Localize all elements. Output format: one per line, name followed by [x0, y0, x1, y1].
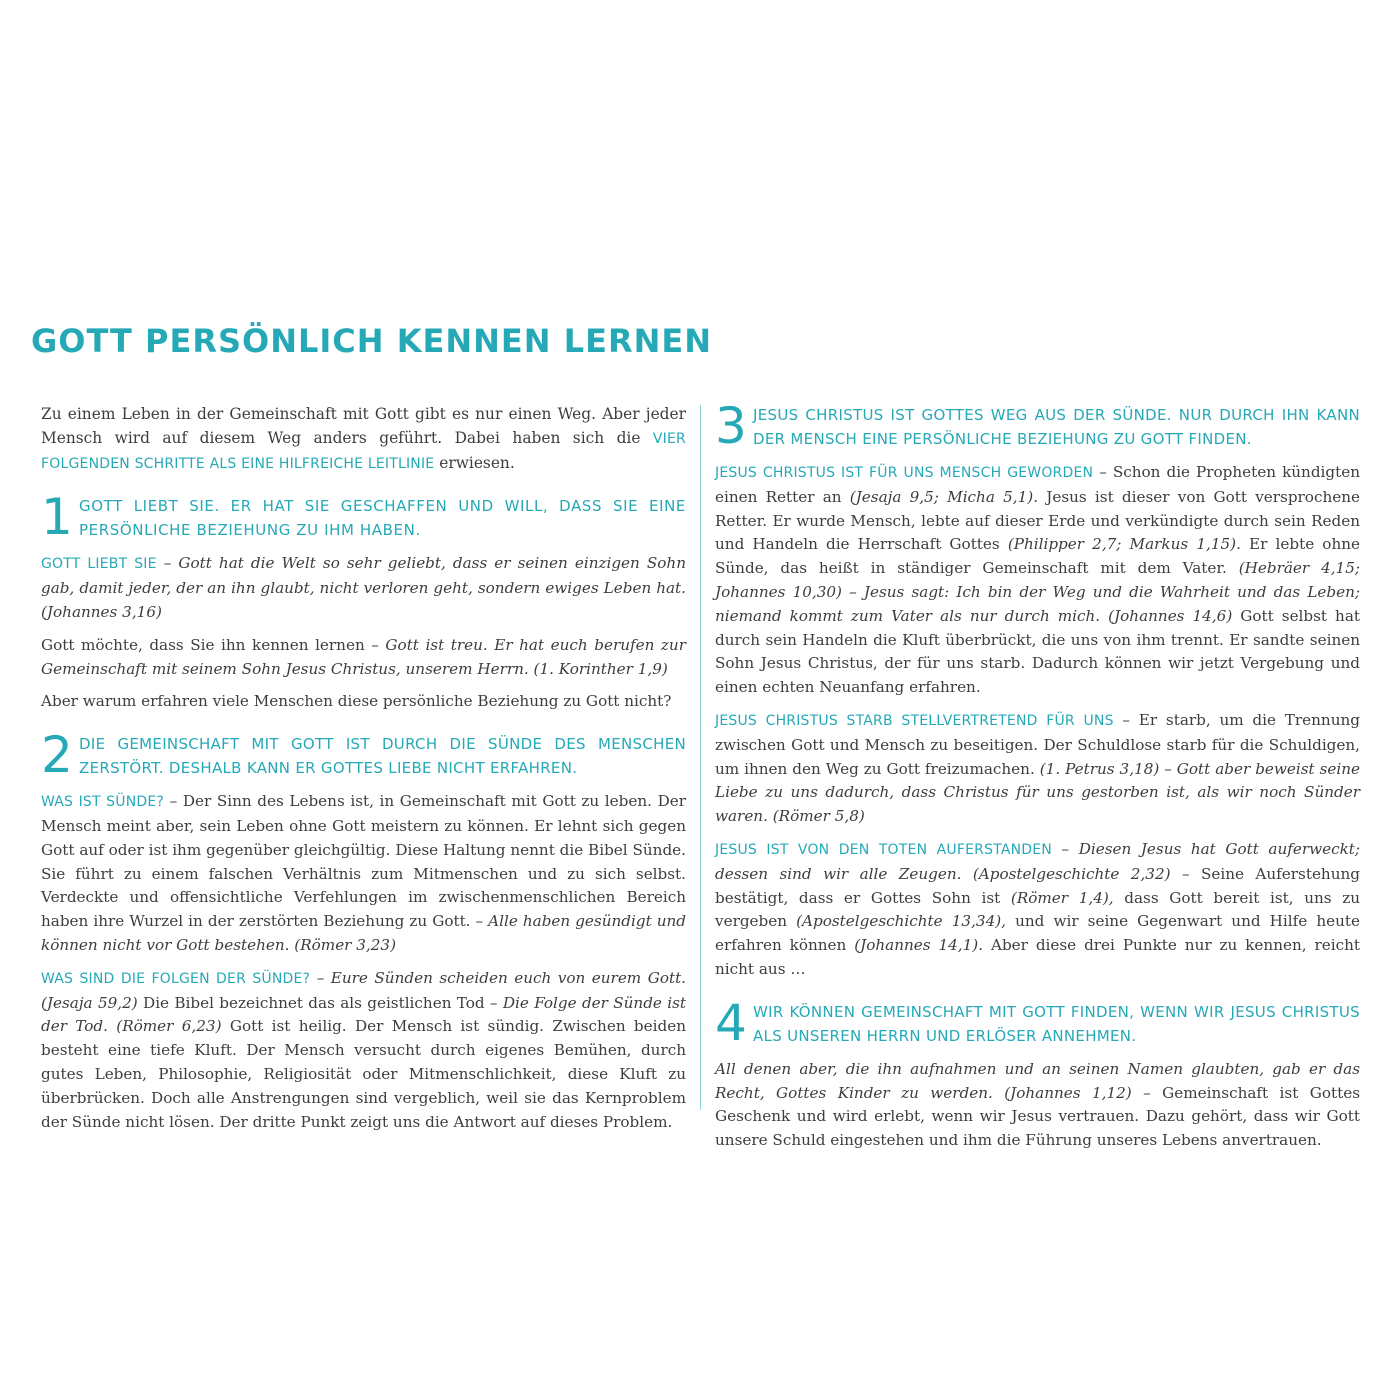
step-3-number: 3	[715, 397, 747, 455]
step-3-heading: JESUS CHRISTUS IST GOTTES WEG AUS DER SÜNDE. NUR DURCH IHN KANN DER MENSCH EINE PERSÖNLICHE BEZIEHUNG ZU GOTT FINDEN.	[753, 406, 1360, 448]
step-4-number: 4	[715, 993, 747, 1052]
step-3-label-1: JESUS CHRISTUS IST FÜR UNS MENSCH GEWORDEN	[715, 465, 1094, 481]
step-1-paragraph-3: Aber warum erfahren viele Menschen diese persönliche Beziehung zu Gott nicht?	[41, 692, 672, 711]
step-1-paragraph-1: GOTT LIEBT SIE – Gott hat die Welt so sehr geliebt, dass er seinen einzigen Sohn gab, damit jeder, der an ihn glaubt, nicht verloren geht, sondern ewiges Leben hat. (Johannes 3,16)	[41, 554, 686, 621]
step-3	[715, 397, 1360, 455]
step-2-label-2: WAS SIND DIE FOLGEN DER SÜNDE?	[41, 970, 311, 987]
step-2	[41, 726, 686, 785]
intro-highlight: VIER FOLGENDEN SCHRITTE ALS EINE HILFREICHE LEITLINIE	[41, 430, 686, 472]
step-3-label-2: JESUS CHRISTUS STARB STELLVERTRETEND FÜR UNS	[715, 712, 1114, 729]
step-1-number: 1	[41, 488, 73, 547]
left-column	[41, 403, 686, 1143]
step-4-heading: WIR KÖNNEN GEMEINSCHAFT MIT GOTT FINDEN, WENN WIR JESUS CHRISTUS ALS UNSEREN HERRN UND ERLÖSER ANNEHMEN.	[753, 1002, 1360, 1045]
step-3-paragraph-1: JESUS CHRISTUS IST FÜR UNS MENSCH GEWORDEN – Schon die Propheten kündigten einen Retter an (Jesaja 9,5; Micha 5,1). Jesus ist dieser von Gott versprochene Retter. Er wurde Mensch, lebte auf dieser Erde und verkündigte durch sein Reden und Handeln die Herrschaft Gottes (Philipper 2,7; Markus 1,15). Er lebte ohne Sünde, das heißt in ständiger Gemeinschaft mit dem Vater. (Hebräer 4,15; Johannes 10,30) – Jesus sagt: Ich bin der Weg und die Wahrheit und das Leben; niemand kommt zum Vater als nur durch mich. (Johannes 14,6) Gott selbst hat durch sein Handeln die Kluft überbrückt, die uns von ihm trennt. Er sandte seinen Sohn Jesus Christus, der für uns starb. Dadurch können wir jetzt Vergebung und einen echten Neuanfang erfahren.	[715, 463, 1361, 697]
step-3-paragraph-3: JESUS IST VON DEN TOTEN AUFERSTANDEN – Diesen Jesus hat Gott auferweckt; dessen sind wir alle Zeugen. (Apostelgeschichte 2,32) – Seine Auferstehung bestätigt, dass er Gottes Sohn ist (Römer 1,4), dass Gott bereit ist, uns zu vergeben (Apostelgeschichte 13,34), und wir seine Gegenwart und Hilfe heute erfahren können (Johannes 14,1). Aber diese drei Punkte nur zu kennen, reicht nicht aus …	[715, 839, 1361, 978]
step-1-heading: GOTT LIEBT SIE. ER HAT SIE GESCHAFFEN UND WILL, DASS SIE EINE PERSÖNLICHE BEZIEHUNG ZU IHM HABEN.	[79, 497, 686, 540]
step-3-paragraph-2: JESUS CHRISTUS STARB STELLVERTRETEND FÜR UNS – Er starb, um die Trennung zwischen Gott und Mensch zu beseitigen. Der Schuldlose starb für die Schuldigen, um ihnen den Weg zu Gott freizumachen. (1. Petrus 3,18) – Gott aber beweist seine Liebe zu uns dadurch, dass Christus für uns gestorben ist, als wir noch Sünder waren. (Römer 5,8)	[715, 710, 1361, 826]
step-1-label: GOTT LIEBT SIE	[41, 556, 157, 573]
step-4	[715, 993, 1360, 1052]
column-divider	[700, 405, 701, 1110]
step-2-number: 2	[41, 726, 73, 785]
step-2-paragraph-2: WAS SIND DIE FOLGEN DER SÜNDE? – Eure Sünden scheiden euch von eurem Gott. (Jesaja 59,2) Die Bibel bezeichnet das als geistlichen Tod – Die Folge der Sünde ist der Tod. (Römer 6,23) Gott ist heilig. Der Mensch ist sündig. Zwischen beiden besteht eine tiefe Kluft. Der Mensch versucht durch eigenes Bemühen, durch gutes Leben, Philosophie, Religiosität oder Mitmenschlichkeit, diese Kluft zu überbrücken. Doch alle Anstrengungen sind vergeblich, weil sie das Kernproblem der Sünde nicht lösen. Der dritte Punkt zeigt uns die Antwort auf dieses Problem.	[41, 968, 687, 1131]
intro-paragraph: Zu einem Leben in der Gemeinschaft mit Gott gibt es nur einen Weg. Aber jeder Mensch wird auf diesem Weg anders geführt. Dabei haben sich die VIER FOLGENDEN SCHRITTE ALS EINE HILFREICHE LEITLINIE erwiesen.	[41, 405, 686, 472]
right-column	[715, 397, 1361, 1162]
step-1-paragraph-2: Gott möchte, dass Sie ihn kennen lernen – Gott ist treu. Er hat euch berufen zur Gemeinschaft mit seinem Sohn Jesus Christus, unserem Herrn. (1. Korinther 1,9)	[41, 635, 686, 678]
step-2-paragraph-1: WAS IST SÜNDE? – Der Sinn des Lebens ist, in Gemeinschaft mit Gott zu leben. Der Mensch meint aber, sein Leben ohne Gott meistern zu können. Er lehnt sich gegen Gott auf oder ist ihm gegenüber gleichgültig. Diese Haltung nennt die Bibel Sünde. Sie führt zu einem falschen Verhältnis zum Mitmenschen und zu sich selbst. Verdeckte und offensichtliche Verfehlungen im zwischenmenschlichen Bereich haben ihre Wurzel in der zerstörten Beziehung zu Gott. – Alle haben gesündigt und können nicht vor Gott bestehen. (Römer 3,23)	[41, 792, 686, 954]
step-2-heading: DIE GEMEINSCHAFT MIT GOTT IST DURCH DIE SÜNDE DES MENSCHEN ZERSTÖRT. DESHALB KANN ER GOTTES LIEBE NICHT ERFAHREN.	[79, 735, 686, 778]
step-2-label-1: WAS IST SÜNDE?	[41, 794, 165, 811]
page-title: GOTT PERSÖNLICH KENNEN LERNEN	[31, 322, 712, 360]
step-4-paragraph-1: All denen aber, die ihn aufnahmen und an seinen Namen glaubten, gab er das Recht, Gottes Kinder zu werden. (Johannes 1,12) – Gemeinschaft ist Gottes Geschenk und wird erlebt, wenn wir Jesus vertrauen. Dazu gehört, dass wir Gott unsere Schuld eingestehen und ihm die Führung unseres Lebens anvertrauen.	[715, 1059, 1360, 1150]
step-1	[41, 488, 686, 547]
step-3-label-3: JESUS IST VON DEN TOTEN AUFERSTANDEN	[715, 841, 1052, 858]
